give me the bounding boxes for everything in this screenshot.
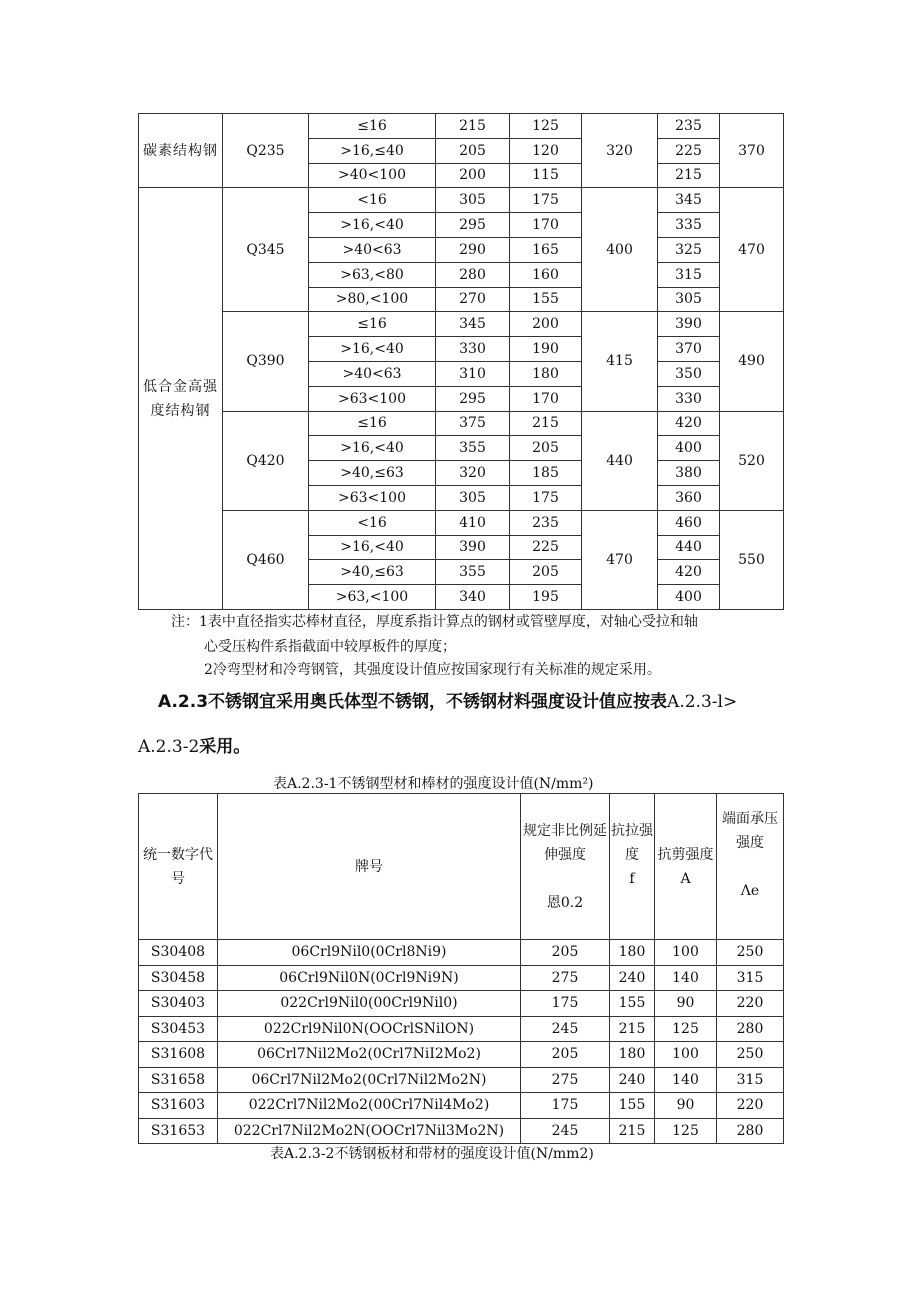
table-row (139, 991, 784, 1017)
strength-f: 200 (436, 163, 510, 188)
strength-f: 155 (610, 1093, 655, 1119)
thickness-range: >40<63 (309, 361, 436, 386)
strength-fv: 140 (655, 1067, 717, 1093)
steel-code: S31603 (139, 1093, 218, 1119)
strength-fce: 250 (717, 940, 784, 966)
table-row (139, 114, 784, 139)
strength-fv: 125 (655, 1118, 717, 1144)
strength-f: 290 (436, 237, 510, 262)
strength-f: 280 (436, 262, 510, 287)
steel-code: S31658 (139, 1067, 218, 1093)
strength-f: 240 (610, 1067, 655, 1093)
strength-f: 215 (436, 114, 510, 139)
steel-grade: Q390 (223, 312, 309, 411)
strength-f02: 205 (521, 940, 610, 966)
steel-code: S30403 (139, 991, 218, 1017)
strength-f: 330 (436, 337, 510, 362)
strength-fy: 330 (658, 386, 720, 411)
strength-fy: 420 (658, 411, 720, 436)
steel-grade: Q420 (223, 411, 309, 510)
thickness-range: >16,<40 (309, 535, 436, 560)
steel-grade: Q460 (223, 510, 309, 609)
strength-fy: 345 (658, 188, 720, 213)
table-note-1-cont: 心受压构件系指截面中较厚板件的厚度； (204, 639, 456, 655)
header-grade: 牌号 (218, 794, 521, 940)
thickness-range: >40,≤63 (309, 461, 436, 486)
thickness-range: >63<100 (309, 386, 436, 411)
strength-fv: 120 (510, 138, 582, 163)
strength-f: 295 (436, 386, 510, 411)
steel-grade: 06Crl9Nil0N(0Crl9Ni9N) (218, 965, 521, 991)
header-fce-symbol: Λe (740, 882, 760, 899)
strength-fce: 415 (582, 312, 658, 411)
thickness-range: >16,<40 (309, 337, 436, 362)
thickness-range: >16,<40 (309, 213, 436, 238)
header-f02-symbol: 恩0.2 (546, 894, 584, 911)
steel-code: S30458 (139, 965, 218, 991)
strength-fy: 360 (658, 485, 720, 510)
strength-fv: 205 (510, 436, 582, 461)
thickness-range: ≤16 (309, 114, 436, 139)
strength-fv: 100 (655, 1042, 717, 1068)
thickness-range: >16,≤40 (309, 138, 436, 163)
strength-fu: 550 (720, 510, 784, 609)
table-row (139, 312, 784, 337)
steel-grade: Q345 (223, 188, 309, 312)
strength-fy: 400 (658, 436, 720, 461)
strength-fce: 400 (582, 188, 658, 312)
strength-f: 205 (436, 138, 510, 163)
strength-fy: 460 (658, 510, 720, 535)
strength-fce: 315 (717, 1067, 784, 1093)
clause-a23-text: A.2.3不锈钢宜采用奥氏体型不锈钢，不锈钢材料强度设计值应按表 (158, 692, 668, 712)
thickness-range: >63<100 (309, 485, 436, 510)
strength-f: 295 (436, 213, 510, 238)
strength-f02: 275 (521, 1067, 610, 1093)
strength-f: 375 (436, 411, 510, 436)
strength-f02: 245 (521, 1016, 610, 1042)
strength-f: 215 (610, 1016, 655, 1042)
header-fv-symbol: A (680, 870, 691, 887)
strength-f: 310 (436, 361, 510, 386)
strength-fv: 225 (510, 535, 582, 560)
strength-fce: 315 (717, 965, 784, 991)
strength-f: 215 (610, 1118, 655, 1144)
table-row (139, 411, 784, 436)
steel-code: S30408 (139, 940, 218, 966)
table-row (139, 188, 784, 213)
strength-fy: 380 (658, 461, 720, 486)
steel-grade: Q235 (223, 114, 309, 188)
thickness-range: >63,<100 (309, 585, 436, 610)
strength-fy: 370 (658, 337, 720, 362)
strength-f02: 175 (521, 1093, 610, 1119)
table-row (139, 1042, 784, 1068)
strength-fce: 320 (582, 114, 658, 188)
table-row (139, 1016, 784, 1042)
strength-f02: 275 (521, 965, 610, 991)
header-code: 统一数字代号 (139, 794, 218, 940)
strength-fv: 235 (510, 510, 582, 535)
strength-fy: 420 (658, 560, 720, 585)
strength-f: 320 (436, 461, 510, 486)
strength-f: 155 (610, 991, 655, 1017)
table-row (139, 1067, 784, 1093)
strength-f: 305 (436, 485, 510, 510)
strength-fv: 170 (510, 386, 582, 411)
strength-fy: 350 (658, 361, 720, 386)
strength-fce: 470 (582, 510, 658, 609)
strength-fce: 440 (582, 411, 658, 510)
steel-code: S30453 (139, 1016, 218, 1042)
strength-fv: 125 (655, 1016, 717, 1042)
table-caption-a231: 表A.2.3-1不锈钢型材和棒材的强度设计值(N∕mm²) (273, 776, 594, 792)
thickness-range: <16 (309, 510, 436, 535)
strength-fy: 305 (658, 287, 720, 312)
clause-ref-2: A.2.3-2 (138, 737, 200, 757)
thickness-range: >63,<80 (309, 262, 436, 287)
steel-grade: 06Crl9Nil0(0Crl8Ni9) (218, 940, 521, 966)
thickness-range: ≤16 (309, 312, 436, 337)
table-row (139, 940, 784, 966)
strength-fv: 160 (510, 262, 582, 287)
header-f02: 规定非比例延伸强度 恩0.2 (521, 794, 610, 940)
strength-fv: 100 (655, 940, 717, 966)
strength-fv: 140 (655, 965, 717, 991)
strength-f: 240 (610, 965, 655, 991)
strength-fv: 90 (655, 991, 717, 1017)
strength-fv: 215 (510, 411, 582, 436)
strength-fy: 215 (658, 163, 720, 188)
table-row (139, 965, 784, 991)
thickness-range: <16 (309, 188, 436, 213)
strength-f: 345 (436, 312, 510, 337)
steel-category: 低合金高强度结构钢 (139, 188, 223, 610)
strength-fu: 520 (720, 411, 784, 510)
strength-fv: 90 (655, 1093, 717, 1119)
table-row (139, 1118, 784, 1144)
thickness-range: >16,<40 (309, 436, 436, 461)
steel-category: 碳素结构钢 (139, 114, 223, 188)
strength-fv: 190 (510, 337, 582, 362)
table-row (139, 1093, 784, 1119)
strength-fce: 280 (717, 1016, 784, 1042)
strength-fv: 205 (510, 560, 582, 585)
strength-fce: 250 (717, 1042, 784, 1068)
strength-fy: 315 (658, 262, 720, 287)
strength-fy: 400 (658, 585, 720, 610)
strength-fv: 175 (510, 485, 582, 510)
thickness-range: >80,<100 (309, 287, 436, 312)
header-fv: 抗剪强度 A (655, 794, 717, 940)
strength-f02: 175 (521, 991, 610, 1017)
steel-grade: 022Crl9Nil0N(OOCrlSNilON) (218, 1016, 521, 1042)
strength-f: 355 (436, 436, 510, 461)
strength-f: 410 (436, 510, 510, 535)
strength-f: 305 (436, 188, 510, 213)
steel-grade: 06Crl7Nil2Mo2(0Crl7Nil2Mo2N) (218, 1067, 521, 1093)
strength-f02: 245 (521, 1118, 610, 1144)
strength-fy: 235 (658, 114, 720, 139)
steel-grade: 022Crl7Nil2Mo2N(OOCrl7Nil3Mo2N) (218, 1118, 521, 1144)
steel-grade: 022Crl7Nil2Mo2(00Crl7Nil4Mo2) (218, 1093, 521, 1119)
strength-fv: 180 (510, 361, 582, 386)
clause-a23 (158, 690, 737, 714)
strength-fv: 200 (510, 312, 582, 337)
steel-grade: 022Crl9Nil0(00Crl9Nil0) (218, 991, 521, 1017)
strength-fce: 220 (717, 991, 784, 1017)
strength-fv: 165 (510, 237, 582, 262)
steel-code: S31653 (139, 1118, 218, 1144)
strength-fv: 170 (510, 213, 582, 238)
thickness-range: >40,≤63 (309, 560, 436, 585)
strength-fv: 125 (510, 114, 582, 139)
strength-fu: 370 (720, 114, 784, 188)
steel-code: S31608 (139, 1042, 218, 1068)
clause-ref-1: A.2.3-l> (667, 692, 738, 712)
strength-f: 270 (436, 287, 510, 312)
strength-fy: 225 (658, 138, 720, 163)
strength-f: 340 (436, 585, 510, 610)
strength-f02: 205 (521, 1042, 610, 1068)
strength-f: 390 (436, 535, 510, 560)
strength-f: 355 (436, 560, 510, 585)
strength-fv: 185 (510, 461, 582, 486)
strength-fv: 195 (510, 585, 582, 610)
header-f: 抗拉强度 f (610, 794, 655, 940)
strength-fy: 390 (658, 312, 720, 337)
strength-fv: 115 (510, 163, 582, 188)
strength-fce: 220 (717, 1093, 784, 1119)
strength-fv: 155 (510, 287, 582, 312)
strength-fce: 280 (717, 1118, 784, 1144)
header-f-symbol: f (629, 870, 635, 887)
steel-grade: 06Crl7Nil2Mo2(0Crl7NiI2Mo2) (218, 1042, 521, 1068)
strength-f: 180 (610, 1042, 655, 1068)
table-note-2: 2冷弯型材和冷弯钢管，其强度设计值应按国家现行有关标准的规定采用。 (204, 662, 661, 678)
table-row (139, 510, 784, 535)
strength-fu: 490 (720, 312, 784, 411)
table-note-1: 注：1表中直径指实芯棒材直径，厚度系指计算点的钢材或管壁厚度，对轴心受拉和轴 (171, 614, 698, 630)
table-caption-a232: 表A.2.3-2不锈钢板材和带材的强度设计值(N∕mm2) (270, 1146, 594, 1162)
strength-fu: 470 (720, 188, 784, 312)
header-fce: 端面承压强度 Λe (717, 794, 784, 940)
stainless-strength-table (138, 793, 784, 1144)
strength-f: 180 (610, 940, 655, 966)
thickness-range: >40<100 (309, 163, 436, 188)
thickness-range: >40<63 (309, 237, 436, 262)
strength-fy: 335 (658, 213, 720, 238)
clause-a23-suffix: 采用。 (199, 737, 251, 757)
thickness-range: ≤16 (309, 411, 436, 436)
strength-fy: 440 (658, 535, 720, 560)
clause-a23-cont (138, 735, 250, 759)
strength-fy: 325 (658, 237, 720, 262)
steel-strength-table (138, 113, 784, 610)
strength-fv: 175 (510, 188, 582, 213)
